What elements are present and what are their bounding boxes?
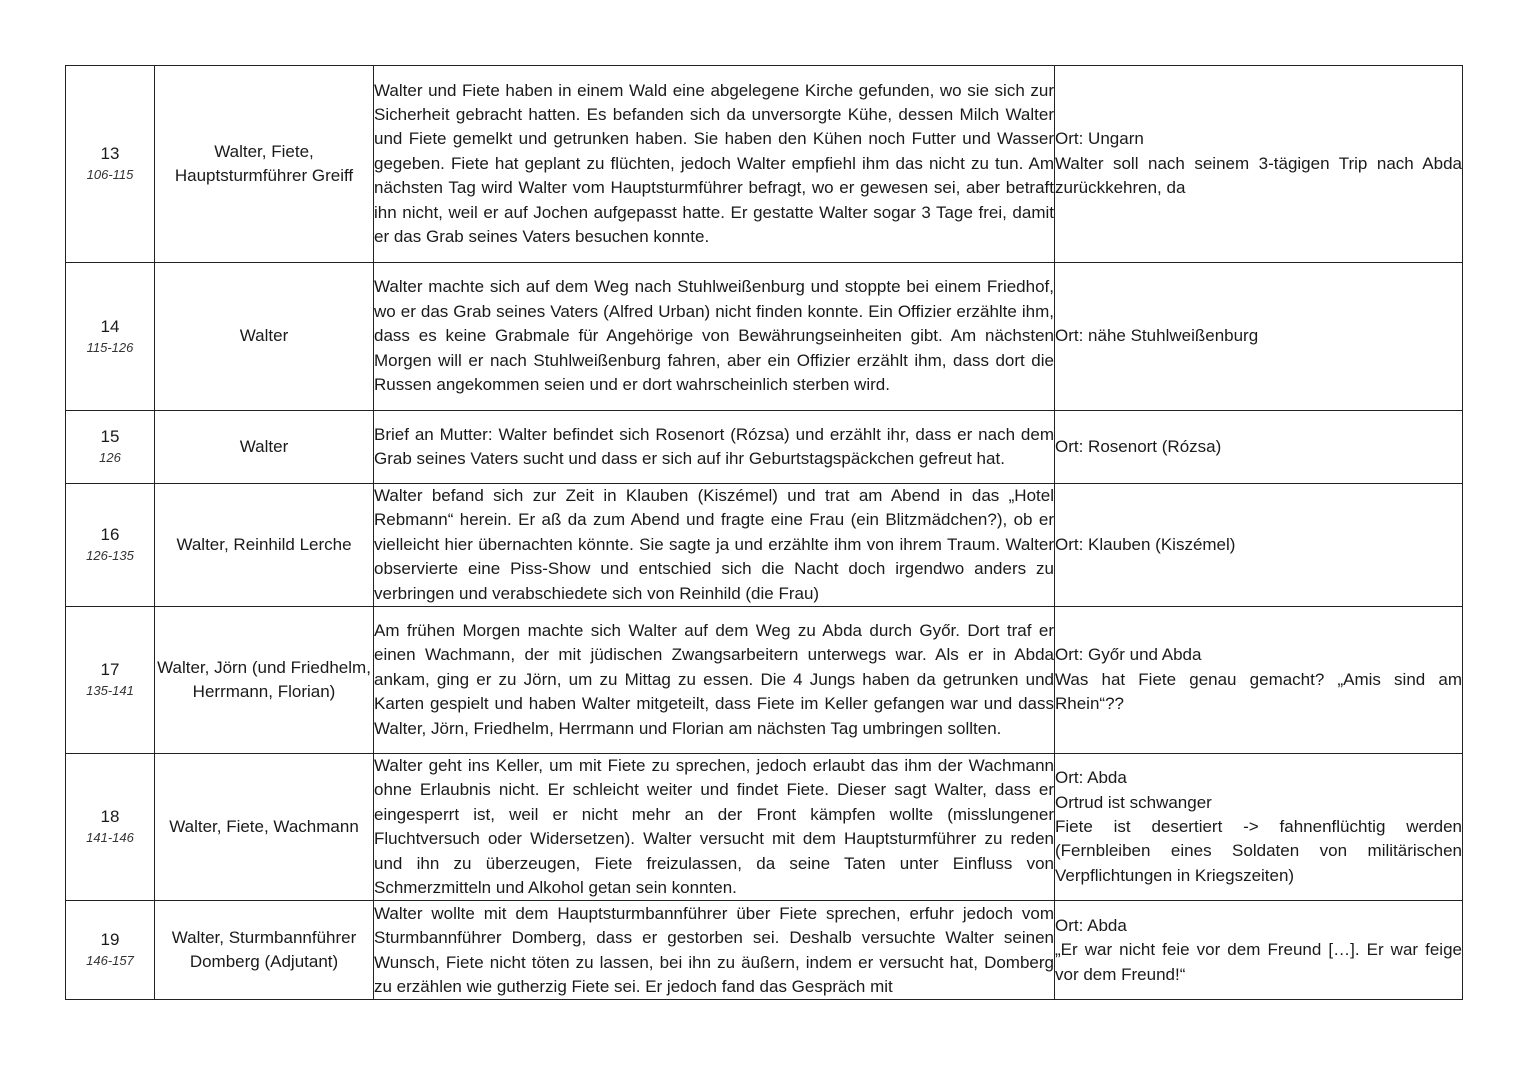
chapter-number: 14 <box>100 316 120 336</box>
note-line: „Er war nicht feie vor dem Freund […]. Er war feige vor dem Freund!“ <box>1055 940 1462 984</box>
chapter-cell <box>66 901 155 1000</box>
characters-cell: Walter, Reinhild Lerche <box>155 484 374 607</box>
summary-cell: Walter und Fiete haben in einem Wald eine abgelegene Kirche gefunden, wo sie sich zur Sicherheit gebracht hatten. Es befanden sich da unversorgte Kühe, dessen Milch Walter und Fiete gemelkt und getrunken haben. Sie haben den Kühen noch Futter und Wasser gegeben. Fiete hat geplant zu flüchten, jedoch Walter empfiehl ihm das nicht zu tun. Am nächsten Tag wird Walter vom Hauptsturmführer befragt, wo er gewesen sei, aber betraft ihn nicht, weil er auf Jochen aufgepasst hatte. Er gestatte Walter sogar 3 Tage frei, damit er das Grab seines Vaters besuchen konnte. <box>374 66 1055 263</box>
summary-cell <box>374 901 1055 1000</box>
chapter-cell <box>66 754 155 901</box>
summary-cell: Brief an Mutter: Walter befindet sich Rosenort (Rózsa) und erzählt ihr, dass er nach dem Grab seines Vaters sucht und dass er sich auf ihr Geburtstagspäckchen gefreut hat. <box>374 411 1055 484</box>
chapter-cell <box>66 411 155 484</box>
chapter-cell <box>66 263 155 411</box>
note-line: Ort: Abda <box>1055 915 1127 935</box>
page-range: 141-146 <box>86 830 134 846</box>
notes-cell <box>1055 411 1463 484</box>
summary-cell: Walter machte sich auf dem Weg nach Stuhlweißenburg und stoppte bei einem Friedhof, wo er das Grab seines Vaters (Alfred Urban) nicht finden konnte. Ein Offizier erzählte ihm, dass es keine Grabmale für Angehörige von Bewährungseinheiten gibt. Am nächsten Morgen will er nach Stuhlweißenburg fahren, aber ein Offizier erzählt ihm, dass dort die Russen angekommen seien und er dort wahrscheinlich sterben wird. <box>374 263 1055 411</box>
characters-cell: Walter, Sturmbannführer Domberg (Adjutant) <box>155 901 374 1000</box>
chapter-cell <box>66 484 155 607</box>
note-line: Walter soll nach seinem 3-tägigen Trip nach Abda zurückkehren, da <box>1055 153 1462 198</box>
summary-cell: Am frühen Morgen machte sich Walter auf dem Weg zu Abda durch Győr. Dort traf er einen Wachmann, der mit jüdischen Zwangsarbeitern unterwegs war. Als er in Abda ankam, ging er zu Jörn, um zu Mittag zu essen. Die 4 Jungs haben da getrunken und Karten gespielt und haben Walter mitgeteilt, dass Fiete im Keller gefangen war und dass Walter, Jörn, Friedhelm, Herrmann und Florian am nächsten Tag umbringen sollten. <box>374 607 1055 754</box>
note-line: Ort: Abda <box>1055 768 1127 788</box>
chapter-cell <box>66 607 155 754</box>
note-line: Ortrud ist schwanger <box>1055 792 1212 812</box>
characters-cell: Walter, Fiete, Hauptsturmführer Greiff <box>155 66 374 263</box>
table-row <box>66 754 1463 901</box>
chapter-summary-table <box>65 65 1463 1000</box>
chapter-number: 13 <box>100 144 120 163</box>
note-line: Ort: nähe Stuhlweißenburg <box>1055 326 1259 346</box>
chapter-number: 17 <box>100 660 120 680</box>
notes-cell <box>1055 484 1463 607</box>
page-range: 135-141 <box>86 683 134 699</box>
table-row <box>66 484 1463 607</box>
chapter-number: 16 <box>100 525 120 545</box>
characters-cell: Walter <box>155 411 374 484</box>
table-row <box>66 901 1463 1000</box>
notes-cell <box>1055 66 1463 263</box>
note-line: Ort: Ungarn <box>1055 129 1144 149</box>
chapter-number: 19 <box>100 930 120 950</box>
note-line: Fiete ist desertiert -> fahnenflüchtig werden (Fernbleiben eines Soldaten von militärischen Verpflichtungen in Kriegszeiten) <box>1055 817 1462 885</box>
note-line: Ort: Győr und Abda <box>1055 645 1202 665</box>
chapter-number: 18 <box>100 807 120 827</box>
summary-cell: Walter befand sich zur Zeit in Klauben (Kiszémel) und trat am Abend in das „Hotel Rebmann“ herein. Er aß da zum Abend und fragte eine Frau (ein Blitzmädchen?), ob er vielleicht hier übernachten könnte. Sie sagte ja und erzählte ihm von ihrem Traum. Walter observierte eine Piss-Show und entschied sich die Nacht doch irgendwo anders zu verbringen und verabschiedete sich von Reinhild (die Frau) <box>374 484 1055 607</box>
characters-cell: Walter <box>155 263 374 411</box>
notes-cell <box>1055 263 1463 411</box>
table-row <box>66 411 1463 484</box>
page-range: 126 <box>99 450 121 465</box>
note-line: Was hat Fiete genau gemacht? „Amis sind am Rhein“?? <box>1055 669 1462 714</box>
note-line: Ort: Klauben (Kiszémel) <box>1055 534 1236 554</box>
characters-cell: Walter, Jörn (und Friedhelm, Herrmann, Florian) <box>155 607 374 754</box>
chapter-cell <box>66 66 155 263</box>
page-range: 126-135 <box>86 548 134 564</box>
table-row <box>66 263 1463 411</box>
page-range: 146-157 <box>86 953 134 969</box>
summary-cell: Walter geht ins Keller, um mit Fiete zu sprechen, jedoch erlaubt das ihm der Wachmann ohne Erlaubnis nicht. Er schleicht weiter und findet Fiete. Dieser sagt Walter, dass er eingesperrt ist, weil er nicht mehr an der Front kämpfen wollte (misslungener Fluchtversuch oder Widersetzen). Walter versucht mit dem Hauptsturmführer zu reden und ihn zu überzeugen, Fiete freizulassen, da seine Taten unter Einfluss von Schmerzmitteln und Alkohol getan sein konnten. <box>374 754 1055 901</box>
table-row <box>66 66 1463 263</box>
page-range: 106-115 <box>86 167 134 182</box>
notes-cell <box>1055 754 1463 901</box>
characters-cell: Walter, Fiete, Wachmann <box>155 754 374 901</box>
notes-cell <box>1055 901 1463 1000</box>
page-range: 115-126 <box>86 339 134 355</box>
notes-cell <box>1055 607 1463 754</box>
summary-text: Walter wollte mit dem Hauptsturmbannführer über Fiete sprechen, erfuhr jedoch vom Sturmbannführer Domberg, dass er gestorben sei. Deshalb versuchte Walter seinen Wunsch, Fiete nicht töten zu lassen, bei ihn zu äußern, indem er versucht hat, Domberg zu erzählen wie gutherzig Fiete sei. Er jedoch fand das Gespräch mit <box>374 903 1054 997</box>
chapter-number: 15 <box>100 427 120 446</box>
table-row <box>66 607 1463 754</box>
note-line: Ort: Rosenort (Rózsa) <box>1055 436 1222 456</box>
